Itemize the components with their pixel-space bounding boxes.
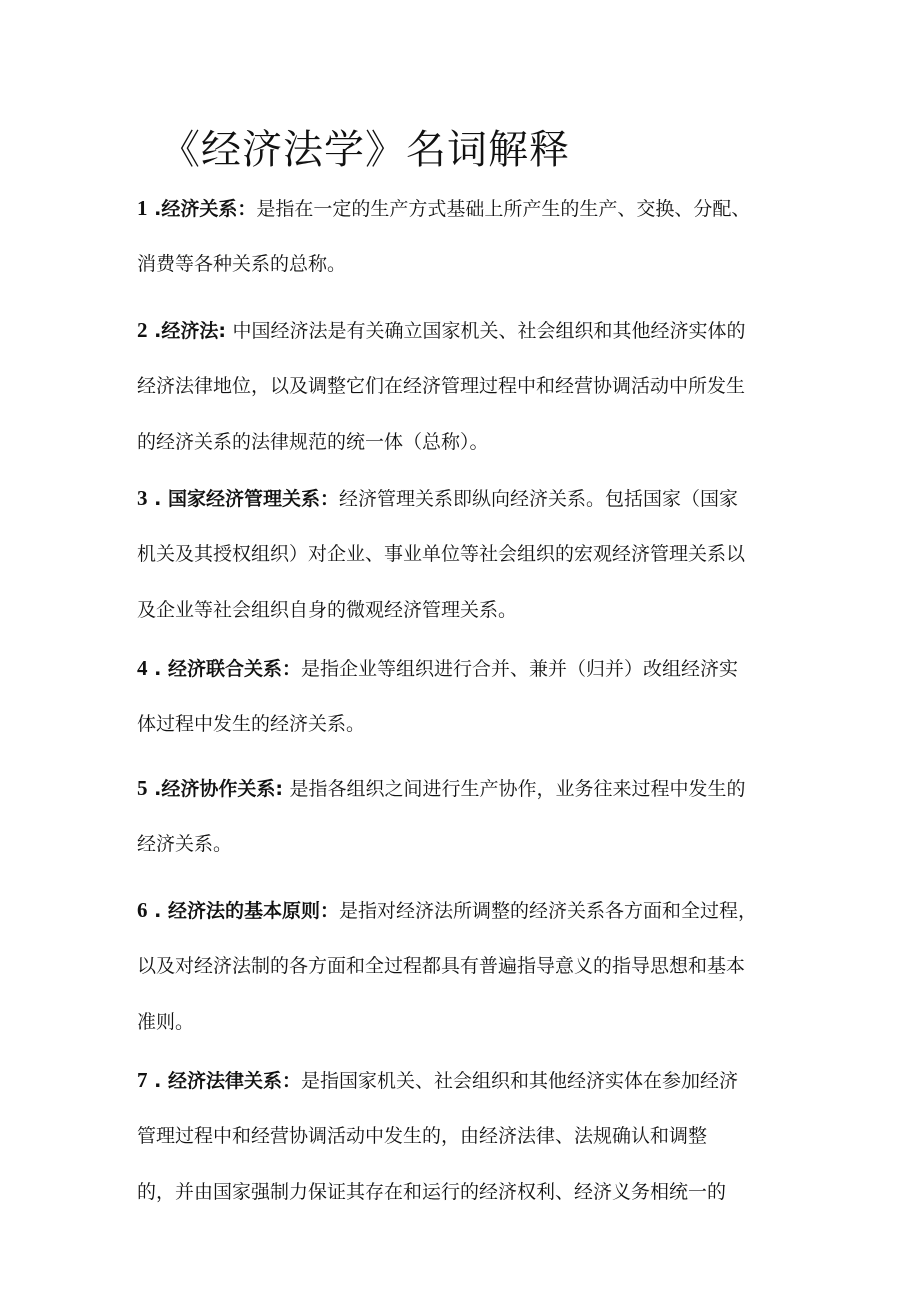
entry-line	[137, 470, 817, 526]
entry-line	[137, 882, 817, 938]
entry-text: 是指对经济法所调整的经济关系各方面和全过程，	[338, 900, 757, 922]
term-entry-1	[137, 180, 817, 292]
entry-text: 经济关系。	[137, 833, 233, 855]
term-entry-3	[137, 470, 817, 638]
entry-term: . 经济联合关系：	[147, 658, 301, 680]
term-entry-2	[137, 302, 817, 470]
entry-term: .经济法:	[147, 320, 233, 342]
term-entry-7	[137, 1052, 817, 1220]
term-entry-4	[137, 640, 817, 752]
entry-text: 准则。	[137, 1011, 195, 1033]
entry-term: . 经济法的基本原则：	[147, 900, 339, 922]
entry-number: 2	[137, 318, 148, 342]
term-entry-6	[137, 882, 817, 1050]
entry-line	[137, 236, 817, 292]
entry-text: 是指各组织之间进行生产协作，业务往来过程中发生的	[289, 778, 746, 800]
entry-text: 是指国家机关、社会组织和其他经济实体在参加经济	[300, 1070, 738, 1092]
entry-number: 7	[137, 1068, 148, 1092]
entry-line	[137, 1052, 817, 1108]
entry-line	[137, 414, 817, 470]
entry-number: 5	[137, 776, 148, 800]
entry-line	[137, 302, 817, 358]
entry-line	[137, 526, 817, 582]
entry-line	[137, 582, 817, 638]
entry-line	[137, 358, 817, 414]
entry-term: . 经济法律关系：	[147, 1070, 301, 1092]
entry-text: 经济法律地位，以及调整它们在经济管理过程中和经营协调活动中所发生	[137, 375, 746, 397]
entry-term: .经济关系：	[147, 198, 257, 220]
entry-text: 是指企业等组织进行合并、兼并（归并）改组经济实	[300, 658, 738, 680]
entry-text: 体过程中发生的经济关系。	[137, 713, 366, 735]
entry-line	[137, 1164, 817, 1220]
entry-number: 4	[137, 656, 148, 680]
entry-text: 及企业等社会组织自身的微观经济管理关系。	[137, 599, 518, 621]
entry-line	[137, 816, 817, 872]
entry-text: 管理过程中和经营协调活动中发生的，由经济法律、法规确认和调整	[137, 1125, 708, 1147]
entry-text: 是指在一定的生产方式基础上所产生的生产、交换、分配、	[256, 198, 751, 220]
entry-text: 的，并由国家强制力保证其存在和运行的经济权利、经济义务相统一的	[137, 1181, 727, 1203]
entry-text: 经济管理关系即纵向经济关系。包括国家（国家	[338, 488, 738, 510]
page-title: 《经济法学》名词解释	[160, 127, 570, 173]
entry-line	[137, 640, 817, 696]
entry-line	[137, 1108, 817, 1164]
entry-line	[137, 760, 817, 816]
entry-text: 消费等各种关系的总称。	[137, 253, 347, 275]
entry-text: 中国经济法是有关确立国家机关、社会组织和其他经济实体的	[232, 320, 746, 342]
term-entry-5	[137, 760, 817, 872]
entry-text: 以及对经济法制的各方面和全过程都具有普遍指导意义的指导思想和基本	[137, 955, 746, 977]
entry-line	[137, 180, 817, 236]
entry-term: .经济协作关系:	[147, 778, 290, 800]
entry-line	[137, 696, 817, 752]
entry-number: 1	[137, 196, 148, 220]
entry-number: 3	[137, 486, 148, 510]
entry-term: . 国家经济管理关系：	[147, 488, 339, 510]
entry-number: 6	[137, 898, 148, 922]
entry-text: 机关及其授权组织）对企业、事业单位等社会组织的宏观经济管理关系以	[137, 543, 746, 565]
entry-line	[137, 938, 817, 994]
entry-line	[137, 994, 817, 1050]
entry-text: 的经济关系的法律规范的统一体（总称）。	[137, 431, 489, 453]
